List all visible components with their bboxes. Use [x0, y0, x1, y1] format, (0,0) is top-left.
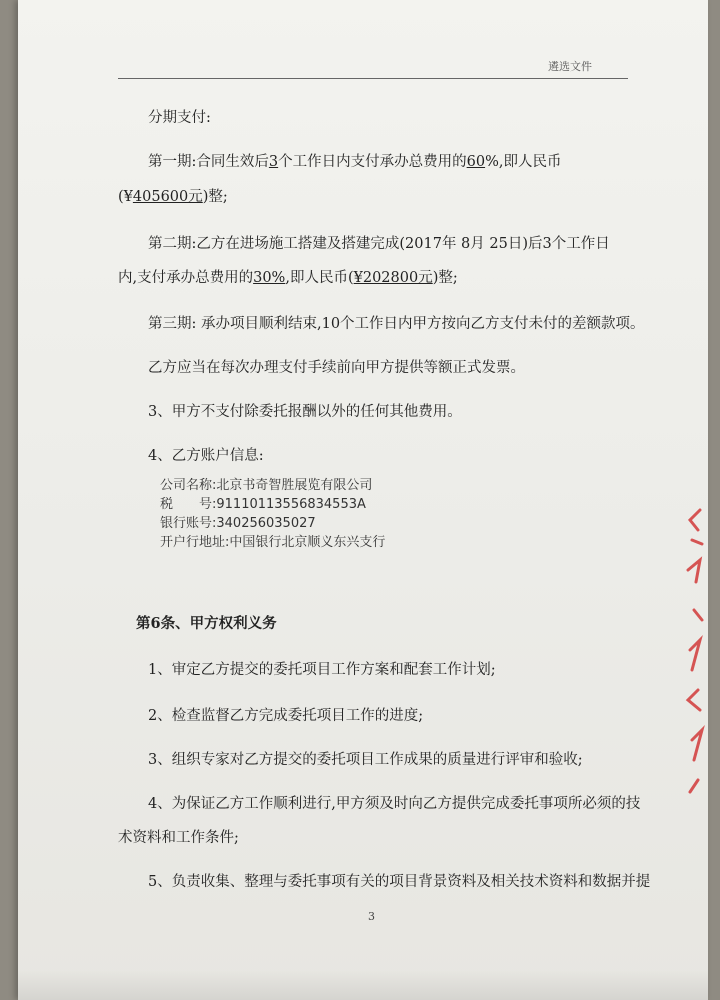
header-title: 遴选文件 [548, 60, 592, 73]
account-company: 北京书奇智胜展览有限公司 [216, 478, 373, 493]
phase2-text-a: 内,支付承办总费用的 [118, 270, 254, 286]
phase1-amount-open: (¥ [118, 189, 133, 205]
account-number-row [160, 512, 316, 531]
invoice-note: 乙方应当在每次办理支付手续前向甲方提供等额正式发票。 [148, 360, 525, 376]
phase1-amount: 405600元 [132, 189, 203, 205]
phase2-line2 [118, 266, 458, 287]
phase2-text-b: ,即人民币( [285, 270, 354, 286]
account-tax-label: 税 号: [160, 497, 217, 512]
phase1-line1 [148, 150, 561, 171]
phase1-percent: 60 [466, 154, 486, 170]
phase3-line: 第三期: 承办项目顺利结束,10个工作日内甲方按向乙方支付未付的差额款项。 [148, 316, 645, 332]
page-number: 3 [368, 910, 375, 923]
item-3: 3、甲方不支付除委托报酬以外的任何其他费用。 [148, 404, 462, 420]
account-company-row [160, 474, 372, 493]
phase2-line1: 第二期:乙方在进场施工搭建及搭建完成(2017年 8月 25日)后3个工作日 [148, 236, 610, 252]
phase2-amount: ¥202800元 [353, 270, 433, 286]
phase1-amount-close: )整; [202, 189, 228, 205]
phase2-percent: 30% [253, 270, 286, 286]
account-bank: 中国银行北京顺义东兴支行 [229, 535, 386, 550]
account-bank-row [160, 531, 385, 550]
phase1-text-c: %,即人民币 [485, 154, 562, 170]
article6-item: 术资料和工作条件; [118, 830, 239, 846]
item-4: 4、乙方账户信息: [148, 448, 264, 464]
article6-item: 3、组织专家对乙方提交的委托项目工作成果的质量进行评审和验收; [148, 752, 583, 768]
phase2-text-c: )整; [432, 270, 458, 286]
account-company-label: 公司名称: [160, 478, 217, 493]
account-tax-row [160, 493, 366, 512]
article6-item: 5、负责收集、整理与委托事项有关的项目背景资料及相关技术资料和数据并提 [148, 874, 651, 890]
article6-title: 第6条、甲方权利义务 [136, 615, 277, 632]
article6-item: 4、为保证乙方工作顺利进行,甲方须及时向乙方提供完成委托事项所必须的技 [148, 796, 641, 812]
article6-item: 1、审定乙方提交的委托项目工作方案和配套工作计划; [148, 662, 496, 678]
account-tax: 91110113556834553A [216, 497, 366, 512]
article6-item: 2、检查监督乙方完成委托项目工作的进度; [148, 708, 424, 724]
account-number-label: 银行账号: [160, 516, 217, 531]
account-bank-label: 开户行地址: [160, 535, 230, 550]
installment-heading: 分期支付: [148, 110, 211, 126]
phase1-line2 [118, 185, 228, 206]
account-number: 340256035027 [216, 516, 316, 531]
phase1-text-a: 第一期:合同生效后 [148, 154, 269, 170]
phase1-text-b: 个工作日内支付承办总费用的 [278, 154, 467, 170]
phase1-days: 3 [268, 154, 279, 170]
document-page [18, 0, 708, 1000]
header-rule [118, 78, 628, 79]
seal-stamp-fragment [678, 500, 708, 800]
paper-shadow [18, 970, 708, 1000]
